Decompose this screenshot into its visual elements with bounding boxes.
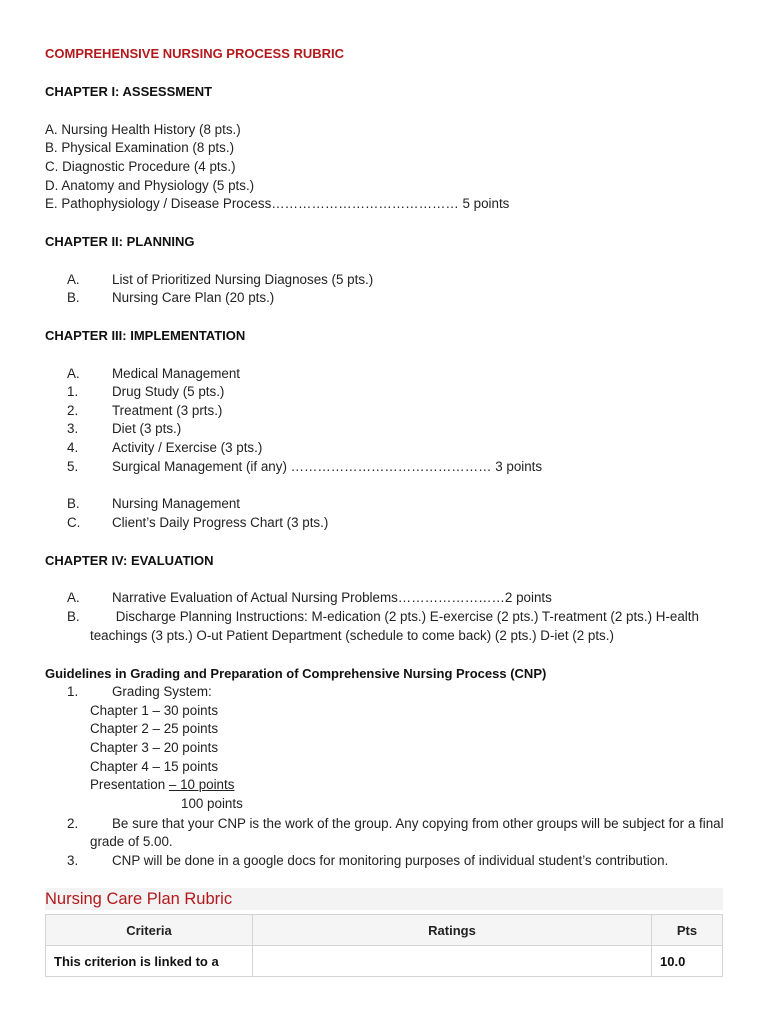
- list-marker: 3.: [67, 853, 79, 868]
- list-item-text: Activity / Exercise (3 pts.): [112, 440, 263, 455]
- ch1-item-d: D. Anatomy and Physiology (5 pts.): [45, 178, 255, 193]
- list-marker: A.: [67, 272, 80, 287]
- column-header-pts: Pts: [652, 915, 723, 946]
- column-header-ratings: Ratings: [253, 915, 652, 946]
- list-marker: B.: [67, 496, 80, 511]
- chapter-1-heading: CHAPTER I: ASSESSMENT: [45, 84, 213, 99]
- list-item-text: Client’s Daily Progress Chart (3 pts.): [112, 515, 329, 530]
- list-marker: B.: [67, 290, 80, 305]
- chapter-4-heading: CHAPTER IV: EVALUATION: [45, 553, 214, 568]
- ch1-item-c: C. Diagnostic Procedure (4 pts.): [45, 159, 236, 174]
- ch3-item-a: [67, 365, 240, 383]
- column-header-criteria: Criteria: [46, 915, 253, 946]
- presentation-value: – 10 points: [168, 777, 235, 792]
- guideline-item-2: [67, 815, 724, 833]
- list-item-text: Grading System:: [112, 684, 212, 699]
- list-marker: 4.: [67, 440, 79, 455]
- chapter-3-heading: CHAPTER III: IMPLEMENTATION: [45, 328, 246, 343]
- list-item-text: Narrative Evaluation of Actual Nursing Problems……………………2 points: [112, 590, 552, 605]
- list-item-text: Discharge Planning Instructions: M-edication (2 pts.) E-exercise (2 pts.) T-reatment (2 pts.) H-ealth: [112, 609, 699, 624]
- list-item-text: Surgical Management (if any) ……………………………………… 3 points: [112, 459, 543, 474]
- list-item-text: List of Prioritized Nursing Diagnoses (5 pts.): [112, 272, 374, 287]
- ch3-item-2: [67, 402, 222, 420]
- list-marker: A.: [67, 590, 80, 605]
- ch1-item-b: B. Physical Examination (8 pts.): [45, 140, 235, 155]
- list-item-text: CNP will be done in a google docs for monitoring purposes of individual student’s contribution.: [112, 853, 669, 868]
- list-marker: 1.: [67, 384, 79, 399]
- ch4-item-b-continuation: teachings (3 pts.) O-ut Patient Department (schedule to come back) (2 pts.) D-iet (2 pts.): [90, 628, 614, 643]
- ch1-item-e: E. Pathophysiology / Disease Process…………………………………… 5 points: [45, 196, 510, 211]
- chapter-2-heading: CHAPTER II: PLANNING: [45, 234, 195, 249]
- criteria-cell: This criterion is linked to a: [46, 946, 253, 977]
- list-marker: C.: [67, 515, 81, 530]
- list-marker: A.: [67, 366, 80, 381]
- pts-cell: 10.0: [652, 946, 723, 977]
- list-item-text: Treatment (3 prts.): [112, 403, 223, 418]
- ncp-rubric-title: Nursing Care Plan Rubric: [45, 888, 723, 910]
- list-item-text: Diet (3 pts.): [112, 421, 182, 436]
- ch2-item-a: [67, 271, 373, 289]
- guideline-item-1: [67, 683, 212, 701]
- page-title: COMPREHENSIVE NURSING PROCESS RUBRIC: [45, 46, 345, 61]
- ch1-item-a: A. Nursing Health History (8 pts.): [45, 122, 241, 137]
- guidelines-heading: Guidelines in Grading and Preparation of Comprehensive Nursing Process (CNP): [45, 666, 547, 681]
- presentation-label: Presentation: [90, 777, 169, 792]
- grading-chapter-2: Chapter 2 – 25 points: [90, 721, 219, 736]
- grading-chapter-4: Chapter 4 – 15 points: [90, 759, 219, 774]
- list-marker: 2.: [67, 403, 79, 418]
- ch4-item-a: [67, 589, 552, 607]
- list-item-text: Nursing Care Plan (20 pts.): [112, 290, 275, 305]
- list-item-text: Medical Management: [112, 366, 241, 381]
- list-marker: 5.: [67, 459, 79, 474]
- list-marker: 2.: [67, 816, 79, 831]
- guideline-item-2-continuation: grade of 5.00.: [90, 834, 173, 849]
- list-marker: B.: [67, 609, 80, 624]
- table-row: [46, 946, 723, 977]
- ch3-item-3: [67, 420, 181, 438]
- list-item-text: Nursing Management: [112, 496, 241, 511]
- list-item-text: Be sure that your CNP is the work of the group. Any copying from other groups will be subject for a final: [112, 816, 724, 831]
- grading-presentation: [90, 776, 234, 794]
- ch3-item-4: [67, 439, 262, 457]
- ch3-item-b: [67, 495, 240, 513]
- ch3-item-c: [67, 514, 328, 532]
- guideline-item-3: [67, 852, 668, 870]
- grading-chapter-3: Chapter 3 – 20 points: [90, 740, 219, 755]
- ch3-item-1: [67, 383, 224, 401]
- list-marker: 3.: [67, 421, 79, 436]
- ncp-rubric-table: [45, 914, 723, 977]
- ratings-cell: [253, 946, 652, 977]
- grading-chapter-1: Chapter 1 – 30 points: [90, 703, 219, 718]
- list-marker: 1.: [67, 684, 79, 699]
- table-header-row: [46, 915, 723, 946]
- grading-total: 100 points: [181, 796, 243, 811]
- ch3-item-5: [67, 458, 542, 476]
- ch4-item-b: [67, 608, 699, 626]
- ch2-item-b: [67, 289, 274, 307]
- list-item-text: Drug Study (5 pts.): [112, 384, 225, 399]
